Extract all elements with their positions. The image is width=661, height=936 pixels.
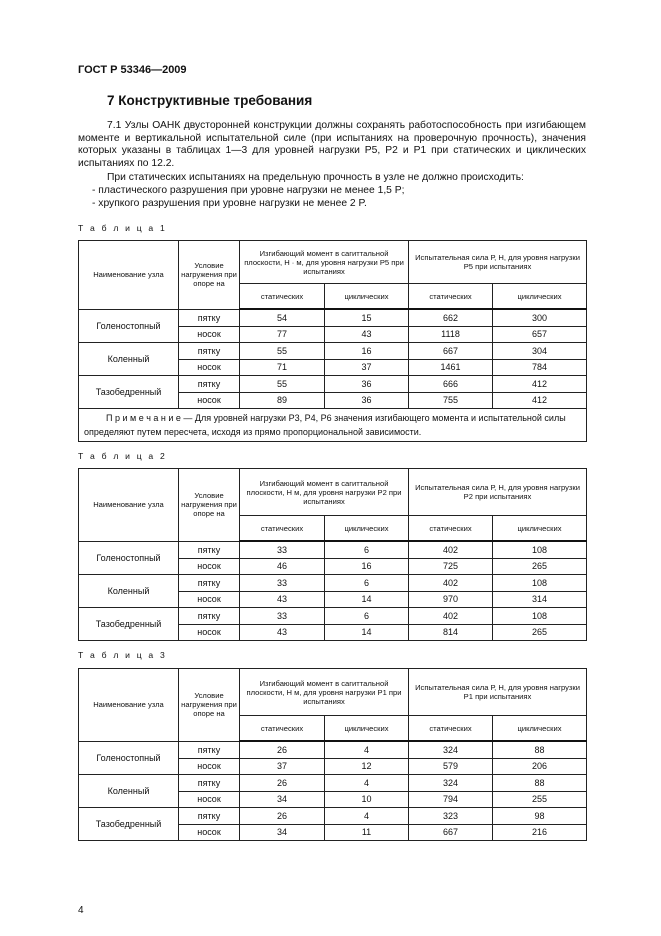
subheader-cell: статических	[409, 516, 493, 542]
value-cell: 206	[493, 758, 587, 775]
value-cell: 304	[493, 343, 587, 360]
subheader-cell: статических	[409, 716, 493, 742]
value-cell: 37	[325, 359, 409, 376]
value-cell: 26	[240, 775, 325, 792]
value-cell: 4	[325, 775, 409, 792]
header-test-force: Испытательная сила Р, Н, для уровня нагрузки Р5 при испытаниях	[409, 241, 587, 284]
node-name-cell: Тазобедренный	[79, 808, 179, 841]
value-cell: 265	[493, 624, 587, 641]
value-cell: 794	[409, 791, 493, 808]
support-cell: пятку	[179, 343, 240, 360]
subheader-cell: циклических	[493, 516, 587, 542]
value-cell: 755	[409, 392, 493, 409]
subheader-cell: статических	[409, 284, 493, 310]
value-cell: 26	[240, 741, 325, 758]
support-cell: носок	[179, 359, 240, 376]
value-cell: 16	[325, 558, 409, 575]
value-cell: 88	[493, 741, 587, 758]
header-node-name: Наименование узла	[79, 669, 179, 742]
subheader-cell: циклических	[325, 716, 409, 742]
value-cell: 54	[240, 309, 325, 326]
support-cell: носок	[179, 326, 240, 343]
node-name-cell: Коленный	[79, 575, 179, 608]
value-cell: 10	[325, 791, 409, 808]
value-cell: 579	[409, 758, 493, 775]
value-cell: 4	[325, 808, 409, 825]
value-cell: 6	[325, 575, 409, 592]
node-name-cell: Голеностопный	[79, 309, 179, 343]
subheader-cell: статических	[240, 284, 325, 310]
value-cell: 55	[240, 376, 325, 393]
value-cell: 1461	[409, 359, 493, 376]
note-row	[79, 409, 587, 442]
subheader-cell: статических	[240, 516, 325, 542]
table-row	[79, 376, 587, 393]
value-cell: 265	[493, 558, 587, 575]
node-name-cell: Голеностопный	[79, 741, 179, 775]
node-name-cell: Тазобедренный	[79, 376, 179, 409]
value-cell: 324	[409, 775, 493, 792]
header-bending-moment: Изгибающий момент в сагиттальной плоскости, Н · м, для уровня нагрузки Р5 при испытаниях	[240, 241, 409, 284]
value-cell: 314	[493, 591, 587, 608]
table-row	[79, 309, 587, 326]
value-cell: 15	[325, 309, 409, 326]
header-row	[79, 669, 587, 716]
header-test-force: Испытательная сила Р, Н, для уровня нагрузки Р2 при испытаниях	[409, 469, 587, 516]
node-name-cell: Коленный	[79, 775, 179, 808]
table-row	[79, 775, 587, 792]
header-bending-moment: Изгибающий момент в сагиттальной плоскости, Н м, для уровня нагрузки Р2 при испытаниях	[240, 469, 409, 516]
list-item-brittle: - хрупкого разрушения при уровне нагрузки не менее 2 P.	[92, 198, 367, 209]
table-3-caption: Т а б л и ц а 3	[78, 650, 167, 660]
value-cell: 33	[240, 541, 325, 558]
subheader-cell: циклических	[493, 716, 587, 742]
header-bending-moment: Изгибающий момент в сагиттальной плоскости, Н м, для уровня нагрузки Р1 при испытаниях	[240, 669, 409, 716]
paragraph-requirements: При статических испытаниях на предельную прочность в узле не должно происходить:	[107, 172, 524, 183]
support-cell: носок	[179, 392, 240, 409]
value-cell: 300	[493, 309, 587, 326]
subheader-cell: статических	[240, 716, 325, 742]
value-cell: 37	[240, 758, 325, 775]
value-cell: 216	[493, 824, 587, 841]
table-row	[79, 808, 587, 825]
list-item-plastic: - пластического разрушения при уровне нагрузки не менее 1,5 P;	[92, 185, 405, 196]
value-cell: 26	[240, 808, 325, 825]
support-cell: пятку	[179, 541, 240, 558]
table-2-caption: Т а б л и ц а 2	[78, 451, 167, 461]
value-cell: 666	[409, 376, 493, 393]
value-cell: 89	[240, 392, 325, 409]
value-cell: 33	[240, 608, 325, 625]
table-2	[78, 468, 587, 641]
table-1-caption: Т а б л и ц а 1	[78, 223, 167, 233]
document-code: ГОСТ Р 53346—2009	[78, 64, 187, 76]
table-row	[79, 608, 587, 625]
value-cell: 412	[493, 376, 587, 393]
value-cell: 412	[493, 392, 587, 409]
value-cell: 14	[325, 624, 409, 641]
header-node-name: Наименование узла	[79, 469, 179, 542]
paragraph-7-1: 7.1 Узлы ОАНК двусторонней конструкции должны сохранять работоспособность при изгибающем моменте и вертикальной испытательной силе (при испытаниях на проверочную прочность), значения которых указаны в таблицах 1—3 для уровней нагрузки Р5, Р2 и Р1 при статических и циклических испытаниях по 12.2.	[78, 120, 586, 169]
value-cell: 77	[240, 326, 325, 343]
value-cell: 108	[493, 541, 587, 558]
value-cell: 34	[240, 791, 325, 808]
value-cell: 108	[493, 575, 587, 592]
value-cell: 814	[409, 624, 493, 641]
header-row	[79, 241, 587, 284]
support-cell: пятку	[179, 575, 240, 592]
value-cell: 16	[325, 343, 409, 360]
table-3	[78, 668, 587, 841]
value-cell: 11	[325, 824, 409, 841]
value-cell: 108	[493, 608, 587, 625]
value-cell: 43	[240, 624, 325, 641]
value-cell: 36	[325, 376, 409, 393]
value-cell: 970	[409, 591, 493, 608]
support-cell: пятку	[179, 608, 240, 625]
subheader-cell: циклических	[325, 284, 409, 310]
support-cell: пятку	[179, 309, 240, 326]
table-note: П р и м е ч а н и е — Для уровней нагрузки Р3, Р4, Р6 значения изгибающего момента и испытательной силы определяют путем пересчета, исходя из прямо пропорциональной зависимости.	[79, 409, 587, 442]
support-cell: пятку	[179, 741, 240, 758]
table-row	[79, 575, 587, 592]
table-row	[79, 541, 587, 558]
table-1	[78, 240, 587, 442]
value-cell: 12	[325, 758, 409, 775]
value-cell: 667	[409, 824, 493, 841]
value-cell: 725	[409, 558, 493, 575]
node-name-cell: Тазобедренный	[79, 608, 179, 641]
value-cell: 43	[325, 326, 409, 343]
value-cell: 36	[325, 392, 409, 409]
support-cell: пятку	[179, 808, 240, 825]
header-load-condition: Условие нагружения при опоре на	[179, 669, 240, 742]
value-cell: 784	[493, 359, 587, 376]
subheader-cell: циклических	[493, 284, 587, 310]
node-name-cell: Коленный	[79, 343, 179, 376]
value-cell: 6	[325, 541, 409, 558]
value-cell: 402	[409, 608, 493, 625]
value-cell: 6	[325, 608, 409, 625]
value-cell: 43	[240, 591, 325, 608]
section-title: 7 Конструктивные требования	[107, 93, 313, 108]
support-cell: носок	[179, 791, 240, 808]
support-cell: носок	[179, 824, 240, 841]
value-cell: 88	[493, 775, 587, 792]
table-row	[79, 343, 587, 360]
value-cell: 14	[325, 591, 409, 608]
value-cell: 255	[493, 791, 587, 808]
value-cell: 662	[409, 309, 493, 326]
page-number: 4	[78, 905, 84, 916]
header-node-name: Наименование узла	[79, 241, 179, 310]
header-load-condition: Условие нагружения при опоре на	[179, 241, 240, 310]
value-cell: 402	[409, 541, 493, 558]
table-row	[79, 741, 587, 758]
value-cell: 34	[240, 824, 325, 841]
node-name-cell: Голеностопный	[79, 541, 179, 575]
value-cell: 71	[240, 359, 325, 376]
support-cell: пятку	[179, 775, 240, 792]
value-cell: 55	[240, 343, 325, 360]
value-cell: 324	[409, 741, 493, 758]
value-cell: 1118	[409, 326, 493, 343]
support-cell: носок	[179, 591, 240, 608]
header-test-force: Испытательная сила Р, Н, для уровня нагрузки Р1 при испытаниях	[409, 669, 587, 716]
value-cell: 657	[493, 326, 587, 343]
value-cell: 46	[240, 558, 325, 575]
value-cell: 667	[409, 343, 493, 360]
header-row	[79, 469, 587, 516]
support-cell: носок	[179, 624, 240, 641]
value-cell: 402	[409, 575, 493, 592]
support-cell: носок	[179, 758, 240, 775]
header-load-condition: Условие нагружения при опоре на	[179, 469, 240, 542]
subheader-cell: циклических	[325, 516, 409, 542]
support-cell: пятку	[179, 376, 240, 393]
value-cell: 4	[325, 741, 409, 758]
support-cell: носок	[179, 558, 240, 575]
value-cell: 98	[493, 808, 587, 825]
value-cell: 33	[240, 575, 325, 592]
value-cell: 323	[409, 808, 493, 825]
